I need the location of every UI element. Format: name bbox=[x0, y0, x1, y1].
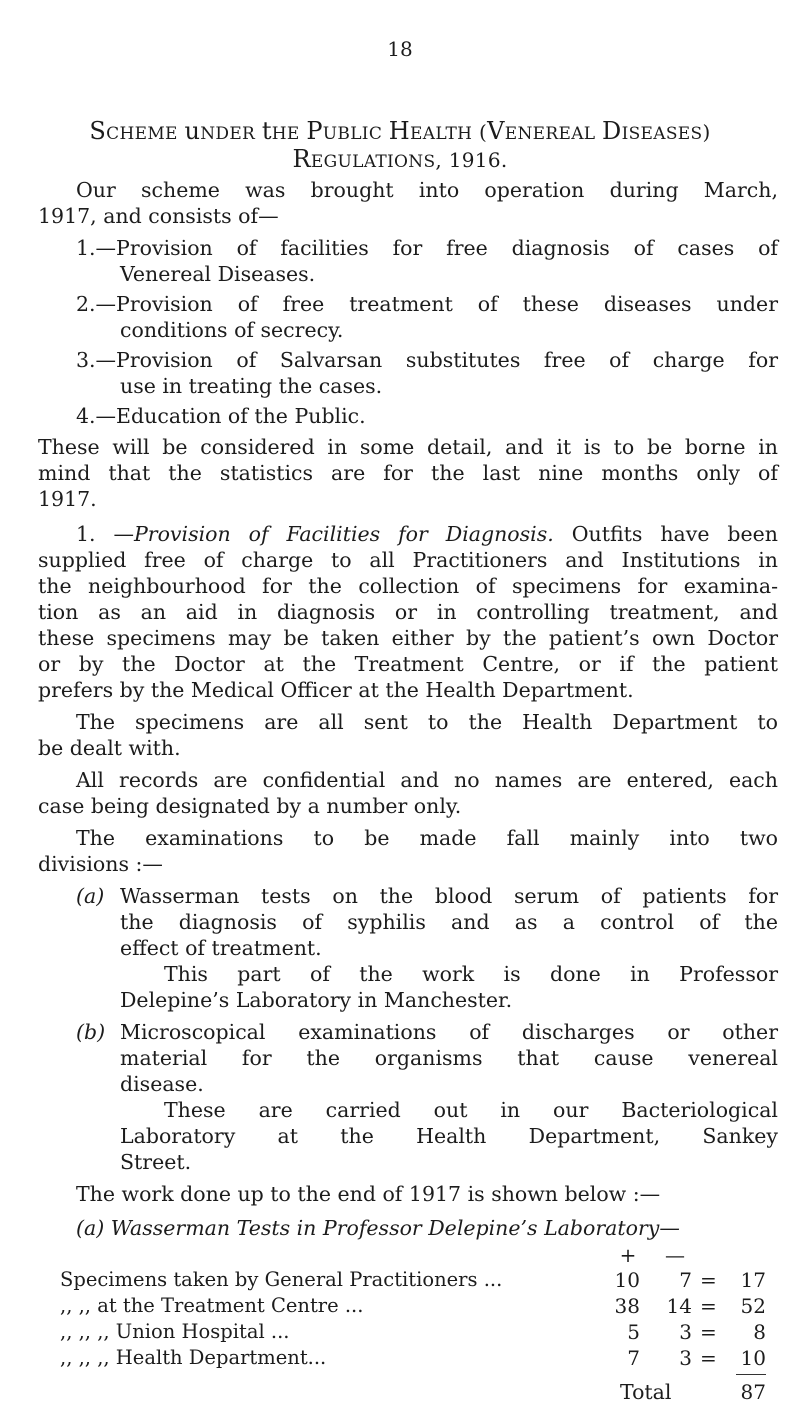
item-line: 3.—Provision of Salvarsan substitutes free of charge for bbox=[76, 348, 778, 372]
item-line: 2.—Provision of free treatment of these diseases under bbox=[76, 292, 778, 316]
section-title: Provision of Facilities for Diagnosis. bbox=[134, 522, 554, 546]
sub-b-note: Laboratory at the Health Department, Sankey bbox=[120, 1124, 778, 1148]
table-heading-label: (a) bbox=[76, 1216, 105, 1240]
para-line: The specimens are all sent to the Health Department to bbox=[76, 710, 778, 734]
sub-b-label: (b) bbox=[76, 1020, 106, 1044]
item-line: 1.—Provision of facilities for free diagnosis of cases of bbox=[76, 236, 778, 260]
col-minus-header: — bbox=[665, 1243, 685, 1267]
para-line: be dealt with. bbox=[38, 736, 181, 760]
row-total: 8 bbox=[753, 1320, 766, 1344]
sub-b-line: Microscopical examinations of discharges or other bbox=[120, 1020, 778, 1044]
para-line: supplied free of charge to all Practitioners and Institutions in bbox=[38, 548, 778, 572]
table-heading bbox=[76, 1216, 680, 1240]
row-total: 52 bbox=[740, 1294, 766, 1318]
para-line: divisions :— bbox=[38, 852, 163, 876]
row-total: 10 bbox=[740, 1346, 766, 1370]
work-done-line: The work done up to the end of 1917 is shown below :— bbox=[76, 1182, 661, 1206]
para-line: All records are confidential and no names are entered, each bbox=[76, 768, 778, 792]
heading-text-1: SCHEME uNDER tHE PUBLIC HEALTH (VENEREAL DISEASES) bbox=[89, 117, 711, 145]
para-line: the neighbourhood for the collection of specimens for examina- bbox=[38, 574, 778, 598]
item-line: conditions of secrecy. bbox=[120, 318, 344, 342]
sub-b-note: These are carried out in our Bacteriological bbox=[164, 1098, 778, 1122]
row-total: 17 bbox=[740, 1268, 766, 1292]
row-minus: 3 bbox=[679, 1320, 692, 1344]
para-line: The examinations to be made fall mainly into two bbox=[76, 826, 778, 850]
page-number: 18 bbox=[387, 37, 413, 61]
row-label: Specimens taken by General Practitioners ... bbox=[60, 1268, 503, 1291]
row-plus: 5 bbox=[627, 1320, 640, 1344]
sub-a-note: Delepine’s Laboratory in Manchester. bbox=[120, 988, 513, 1012]
sub-b-note: Street. bbox=[120, 1150, 192, 1174]
row-equals: = bbox=[700, 1320, 717, 1344]
sub-b-line: material for the organisms that cause venereal bbox=[120, 1046, 778, 1070]
table-heading-title: Wasserman Tests in Professor Delepine’s Laboratory— bbox=[110, 1216, 680, 1240]
total-label: Total bbox=[620, 1380, 672, 1404]
sub-a-label: (a) bbox=[76, 884, 105, 908]
para-line: mind that the statistics are for the last nine months only of bbox=[38, 461, 778, 485]
para-line: these specimens may be taken either by the patient’s own Doctor bbox=[38, 626, 778, 650]
row-label: ,, ,, at the Treatment Centre ... bbox=[60, 1294, 364, 1317]
row-minus: 14 bbox=[666, 1294, 692, 1318]
total-rule bbox=[736, 1374, 766, 1375]
row-equals: = bbox=[700, 1346, 717, 1370]
heading-text-2: REGULATIONS, 1916. bbox=[292, 145, 508, 173]
row-equals: = bbox=[700, 1268, 717, 1292]
total-value: 87 bbox=[740, 1380, 766, 1404]
row-label: ,, ,, ,, Union Hospital ... bbox=[60, 1320, 290, 1343]
row-plus: 10 bbox=[614, 1268, 640, 1292]
para-line: case being designated by a number only. bbox=[38, 794, 462, 818]
para-line: 1917. bbox=[38, 487, 97, 511]
para-line: These will be considered in some detail, and it is to be borne in bbox=[38, 435, 778, 459]
item-line: 4.—Education of the Public. bbox=[76, 404, 366, 428]
para-line: tion as an aid in diagnosis or in controlling treatment, and bbox=[38, 600, 778, 624]
row-equals: = bbox=[700, 1294, 717, 1318]
intro-line: 1917, and consists of— bbox=[38, 204, 279, 228]
section-first-rest: Outfits have been bbox=[553, 522, 778, 546]
sub-b-line: disease. bbox=[120, 1072, 204, 1096]
sub-a-note: This part of the work is done in Professor bbox=[164, 962, 778, 986]
section-number: 1. — bbox=[76, 522, 134, 546]
intro-line: Our scheme was brought into operation during March, bbox=[76, 178, 778, 202]
row-plus: 7 bbox=[627, 1346, 640, 1370]
heading-line-1 bbox=[0, 117, 800, 145]
para-line: prefers by the Medical Officer at the Health Department. bbox=[38, 678, 634, 702]
sub-a-line: Wasserman tests on the blood serum of patients for bbox=[120, 884, 778, 908]
row-minus: 7 bbox=[679, 1268, 692, 1292]
heading-line-2 bbox=[0, 145, 800, 173]
row-minus: 3 bbox=[679, 1346, 692, 1370]
col-plus-header: + bbox=[619, 1243, 637, 1267]
section-1-first-line bbox=[76, 522, 778, 546]
row-label: ,, ,, ,, Health Department... bbox=[60, 1346, 327, 1369]
para-line: or by the Doctor at the Treatment Centre, or if the patient bbox=[38, 652, 778, 676]
item-line: Venereal Diseases. bbox=[120, 262, 316, 286]
item-line: use in treating the cases. bbox=[120, 374, 383, 398]
sub-a-line: the diagnosis of syphilis and as a control of the bbox=[120, 910, 778, 934]
row-plus: 38 bbox=[614, 1294, 640, 1318]
sub-a-line: effect of treatment. bbox=[120, 936, 322, 960]
